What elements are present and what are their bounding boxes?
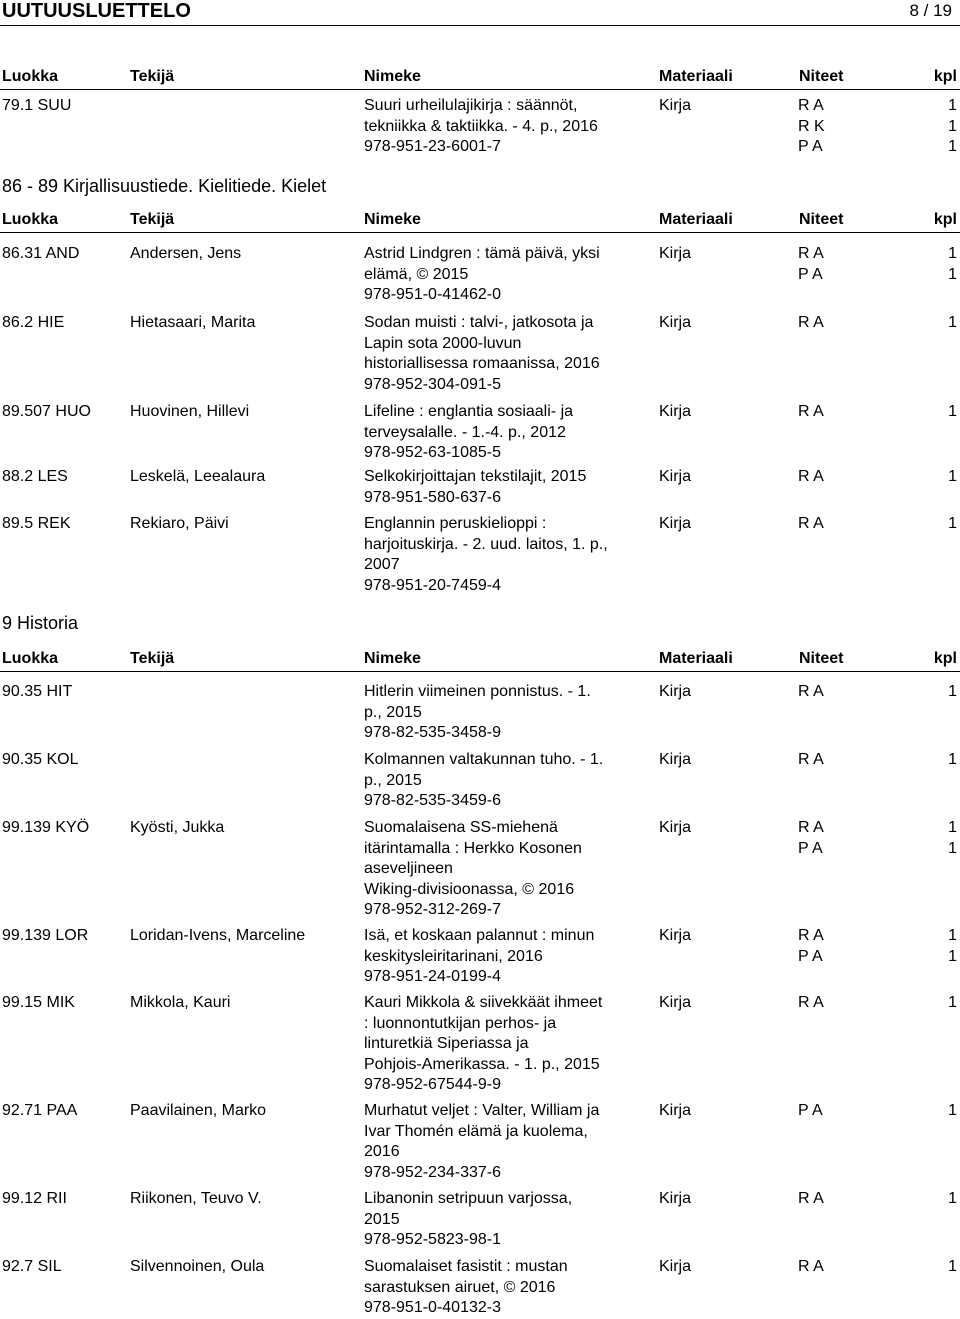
copy-count: 1 [948,265,957,283]
copy-entry [798,402,957,423]
material-type: Kirja [659,683,692,700]
classification-code: 90.35 KOL [2,751,79,768]
title-line: Isä, et koskaan palannut : minun [364,927,595,944]
title-line: p., 2015 [364,703,422,721]
author-name: Hietasaari, Marita [130,314,256,331]
title-block [364,402,646,464]
author-name: Mikkola, Kauri [130,994,231,1011]
copies-block [798,1257,957,1278]
column-header-niteet: Niteet [799,650,844,667]
section-heading: 9 Historia [2,613,79,633]
title-line: elämä, © 2015 [364,265,469,283]
title-line: Astrid Lindgren : tämä päivä, yksi [364,245,600,262]
title-line: Kauri Mikkola & siivekkäät ihmeet [364,994,603,1011]
classification-code: 92.7 SIL [2,1258,62,1275]
copy-entry [798,265,957,286]
title-block [364,682,646,744]
copy-location: R A [798,994,824,1011]
author-name: Leskelä, Leealaura [130,468,266,485]
title-block [364,313,646,395]
copy-count: 1 [948,1102,957,1119]
copy-count: 1 [948,947,957,965]
column-header-rule [0,671,960,672]
copy-entry [798,1101,957,1122]
column-header-nimeke: Nimeke [364,211,421,228]
copy-entry [798,244,957,265]
column-header-luokka: Luokka [2,650,59,667]
copy-location: R A [798,403,824,420]
title-line: 978-952-67544-9-9 [364,1076,501,1093]
copy-count: 1 [948,245,957,262]
title-block [364,96,646,158]
author-name: Loridan-Ivens, Marceline [130,927,306,944]
title-line: aseveljineen [364,860,453,877]
copy-entry [798,514,957,535]
column-header-materiaali: Materiaali [659,68,733,85]
title-block [364,244,646,306]
document-title: UUTUUSLUETTELO [2,0,191,22]
title-block [364,514,646,596]
author-name: Huovinen, Hillevi [130,403,250,420]
copy-location: P A [798,839,823,857]
copy-count: 1 [948,751,957,768]
copy-location: P A [798,138,823,155]
copy-count: 1 [948,927,957,944]
copy-entry [798,818,957,839]
copy-count: 1 [948,468,957,485]
copy-count: 1 [948,117,957,135]
column-header-nimeke: Nimeke [364,650,421,667]
column-header-kpl: kpl [933,211,957,228]
title-line: 978-952-63-1085-5 [364,444,501,461]
title-block [364,750,646,812]
copy-location: R A [798,683,824,700]
page-header [2,0,952,22]
column-header-niteet: Niteet [799,211,844,228]
copy-location: R A [798,1190,824,1207]
title-line: 978-952-304-091-5 [364,375,501,393]
copies-block [798,402,957,423]
title-line: keskitysleiritarinani, 2016 [364,947,543,965]
copy-entry [798,750,957,771]
copy-count: 1 [948,683,957,700]
column-header-luokka: Luokka [2,211,59,228]
title-line: sarastuksen airuet, © 2016 [364,1278,556,1296]
title-line: Selkokirjoittajan tekstilajit, 2015 [364,468,587,485]
title-line: Pohjois-Amerikassa. - 1. p., 2015 [364,1055,600,1073]
copy-location: R A [798,245,824,262]
title-line: linturetkiä Siperiassa ja [364,1035,529,1052]
page-number: 8 / 19 [909,1,952,20]
title-line: 978-952-312-269-7 [364,901,501,918]
title-line: Suomalaiset fasistit : mustan [364,1258,568,1275]
title-line: 978-82-535-3459-6 [364,792,501,809]
copy-entry [798,1189,957,1210]
copy-count: 1 [948,839,957,857]
copies-block [798,313,957,334]
title-line: : luonnontutkijan perhos- ja [364,1014,557,1032]
copy-count: 1 [948,314,957,331]
material-type: Kirja [659,927,692,944]
copy-entry [798,1257,957,1278]
column-header-tekija: Tekijä [130,650,175,667]
copies-block [798,993,957,1014]
copy-count: 1 [948,403,957,420]
column-header-row [0,210,960,230]
header-rule [0,25,960,26]
column-header-kpl: kpl [933,650,957,667]
copy-count: 1 [948,138,957,155]
title-line: Englannin peruskielioppi : [364,515,547,532]
copy-count: 1 [948,819,957,836]
classification-code: 90.35 HIT [2,683,73,700]
column-header-row [0,649,960,669]
copies-block [798,682,957,703]
title-line: Suuri urheilulajikirja : säännöt, [364,97,578,114]
copy-location: R A [798,468,824,485]
classification-code: 79.1 SUU [2,97,72,114]
title-block [364,1101,646,1183]
copies-block [798,514,957,535]
title-line: Kolmannen valtakunnan tuho. - 1. [364,751,604,768]
author-name: Rekiaro, Päivi [130,515,229,532]
title-line: harjoituskirja. - 2. uud. laitos, 1. p., [364,535,608,553]
title-line: 978-951-24-0199-4 [364,968,501,985]
author-name: Andersen, Jens [130,245,242,262]
copy-entry [798,137,957,158]
author-name: Riikonen, Teuvo V. [130,1190,262,1207]
copies-block [798,818,957,859]
column-header-kpl: kpl [933,68,957,85]
classification-code: 88.2 LES [2,468,68,485]
copy-count: 1 [948,515,957,532]
title-line: historiallisessa romaanissa, 2016 [364,355,600,372]
material-type: Kirja [659,515,692,532]
author-name: Kyösti, Jukka [130,819,225,836]
copy-entry [798,313,957,334]
classification-code: 89.5 REK [2,515,71,532]
title-line: Wiking-divisioonassa, © 2016 [364,880,575,898]
column-header-rule [0,232,960,233]
copies-block [798,926,957,967]
title-line: 978-82-535-3458-9 [364,724,501,741]
copy-location: R A [798,97,824,114]
copy-entry [798,839,957,860]
title-line: 978-951-23-6001-7 [364,138,501,155]
copy-location: R A [798,819,824,836]
copy-count: 1 [948,1258,957,1275]
title-line: terveysalalle. - 1.-4. p., 2012 [364,423,566,441]
title-line: Suomalaisena SS-miehenä [364,819,558,836]
title-block [364,818,646,921]
title-line: Ivar Thomén elämä ja kuolema, [364,1122,588,1140]
title-line: itärintamalla : Herkko Kosonen [364,839,582,857]
material-type: Kirja [659,819,692,836]
copy-location: P A [798,947,823,965]
material-type: Kirja [659,994,692,1011]
title-line: 978-951-0-40132-3 [364,1299,501,1316]
classification-code: 89.507 HUO [2,403,91,420]
copy-entry [798,926,957,947]
title-line: Sodan muisti : talvi-, jatkosota ja [364,314,594,331]
copy-location: P A [798,265,823,283]
title-block [364,1189,646,1251]
copies-block [798,750,957,771]
title-line: 978-951-0-41462-0 [364,286,501,303]
copy-location: R A [798,751,824,768]
copy-location: R A [798,1258,824,1275]
title-block [364,993,646,1096]
material-type: Kirja [659,403,692,420]
classification-code: 92.71 PAA [2,1102,78,1119]
copy-count: 1 [948,1190,957,1207]
title-block [364,467,646,508]
copies-block [798,1189,957,1210]
copies-block [798,467,957,488]
title-line: 978-952-234-337-6 [364,1163,501,1181]
author-name: Silvennoinen, Oula [130,1258,265,1275]
column-header-materiaali: Materiaali [659,211,733,228]
title-line: 978-952-5823-98-1 [364,1231,501,1248]
copies-block [798,96,957,158]
column-header-row [0,67,960,87]
material-type: Kirja [659,1190,692,1207]
title-line: Hitlerin viimeinen ponnistus. - 1. [364,683,591,700]
title-line: 978-951-580-637-6 [364,488,501,506]
title-line: 2007 [364,556,400,573]
copy-entry [798,682,957,703]
copy-entry [798,467,957,488]
section-heading: 86 - 89 Kirjallisuustiede. Kielitiede. Kielet [2,176,327,196]
title-line: 978-951-20-7459-4 [364,576,501,594]
title-line: p., 2015 [364,771,422,789]
column-header-niteet: Niteet [799,68,844,85]
copy-entry [798,96,957,117]
copy-count: 1 [948,97,957,114]
copy-count: 1 [948,994,957,1011]
author-name: Paavilainen, Marko [130,1102,267,1119]
title-line: Lifeline : englantia sosiaali- ja [364,403,574,420]
copy-location: R A [798,515,824,532]
title-line: Libanonin setripuun varjossa, [364,1190,573,1207]
copy-location: P A [798,1102,823,1119]
column-header-rule [0,89,960,90]
classification-code: 86.31 AND [2,245,80,262]
classification-code: 99.12 RII [2,1190,67,1207]
copy-location: R A [798,927,824,944]
copy-entry [798,117,957,138]
column-header-luokka: Luokka [2,68,59,85]
column-header-materiaali: Materiaali [659,650,733,667]
copy-entry [798,947,957,968]
copy-location: R K [798,117,825,135]
material-type: Kirja [659,97,692,114]
classification-code: 86.2 HIE [2,314,65,331]
title-line: 2016 [364,1143,400,1160]
title-block [364,926,646,988]
column-header-nimeke: Nimeke [364,68,421,85]
title-line: Murhatut veljet : Valter, William ja [364,1102,600,1119]
copies-block [798,244,957,285]
material-type: Kirja [659,468,692,485]
copy-entry [798,993,957,1014]
column-header-tekija: Tekijä [130,68,175,85]
classification-code: 99.15 MIK [2,994,75,1011]
title-line: 2015 [364,1210,400,1228]
material-type: Kirja [659,1102,692,1119]
copy-location: R A [798,314,824,331]
material-type: Kirja [659,1258,692,1275]
title-line: tekniikka & taktiikka. - 4. p., 2016 [364,117,598,135]
copies-block [798,1101,957,1122]
column-header-tekija: Tekijä [130,211,175,228]
title-block [364,1257,646,1319]
material-type: Kirja [659,751,692,768]
classification-code: 99.139 LOR [2,927,89,944]
material-type: Kirja [659,314,692,331]
title-line: Lapin sota 2000-luvun [364,334,522,352]
classification-code: 99.139 KYÖ [2,819,90,836]
material-type: Kirja [659,245,692,262]
